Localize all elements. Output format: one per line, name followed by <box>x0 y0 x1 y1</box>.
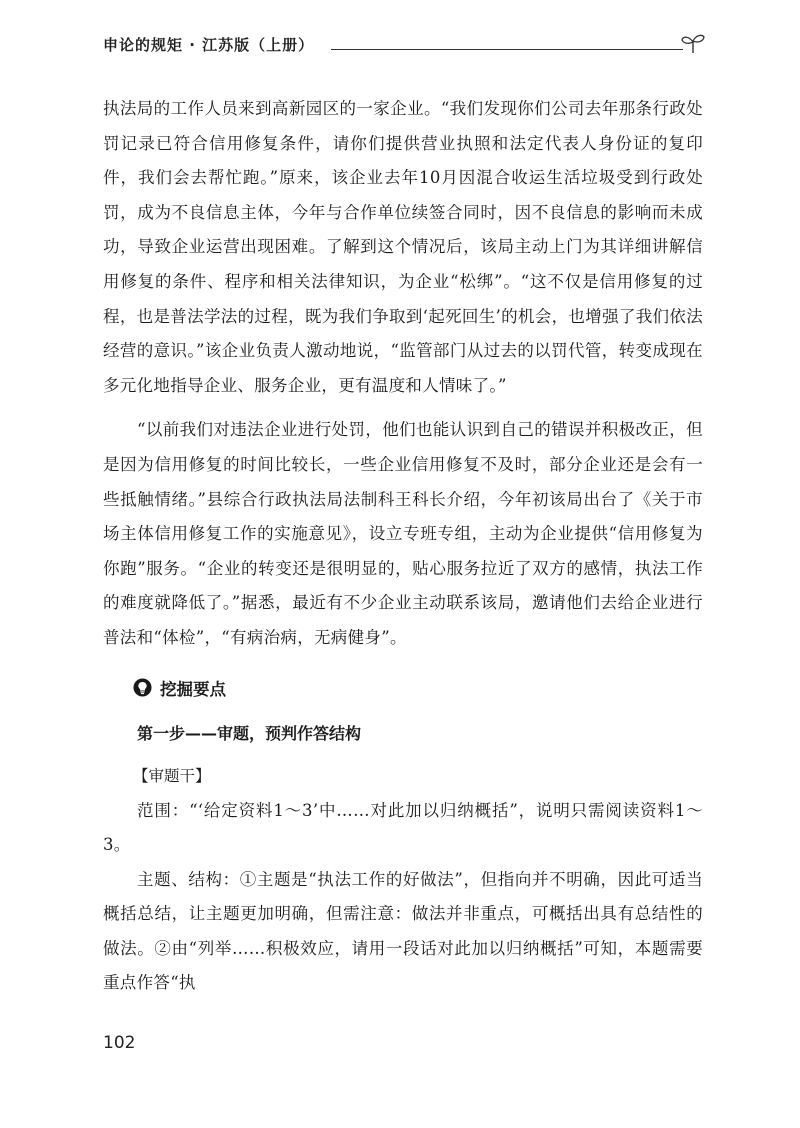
running-header <box>103 34 703 64</box>
running-header-title: 申论的规矩 · 江苏版（上册） <box>103 36 315 54</box>
analysis-theme: 主题、结构：①主题是“执法工作的好做法”，但指向并不明确，因此可适当概括总结，让主题更加明确，但需注意：做法并非重点，可概括出具有总结性的做法。②由“列举……积极效应，请用一段话对此加以归纳概括”可知，本题需要重点作答“执 <box>103 869 703 993</box>
step-heading: 第一步——审题，预判作答结构 <box>137 723 362 743</box>
page-number: 102 <box>103 1033 136 1053</box>
section-heading-text: 挖掘要点 <box>160 679 226 699</box>
header-rule <box>331 49 683 50</box>
bracket-heading: 【审题干】 <box>133 766 211 785</box>
body-paragraph: “以前我们对违法企业进行处罚，他们也能认识到自己的错误并积极改正，但是因为信用修复的时间比较长，一些企业信用修复不及时，部分企业还是会有一些抵触情绪。”县综合行政执法局法制科王科长介绍，今年初该局出台了《关于市场主体信用修复工作的实施意见》，设立专班专组，主动为企业提供“信用修复为你跑”服务。“企业的转变还是很明显的，贴心服务拉近了双方的感情，执法工作的难度就降低了。”据悉，最近有不少企业主动联系该局，邀请他们去给企业进行普法和“体检”，“有病治病，无病健身”。 <box>103 420 703 647</box>
page-content <box>103 92 703 1001</box>
section-heading <box>103 670 703 706</box>
body-paragraph: 执法局的工作人员来到高新园区的一家企业。“我们发现你们公司去年那条行政处罚记录已符合信用修复条件，请你们提供营业执照和法定代表人身份证的复印件，我们会去帮忙跑。”原来，该企业去年10月因混合收运生活垃圾受到行政处罚，成为不良信息主体，今年与合作单位续签合同时，因不良信息的影响而未成功，导致企业运营出现困难。了解到这个情况后，该局主动上门为其详细讲解信用修复的条件、程序和相关法律知识，为企业“松绑”。“这不仅是信用修复的过程，也是普法学法的过程，既为我们争取到‘起死回生’的机会，也增强了我们依法经营的意识。”该企业负责人激动地说，“监管部门从过去的以罚代管，转变成现在多元化地指导企业、服务企业，更有温度和人情味了。” <box>103 99 703 395</box>
sprout-icon <box>681 32 705 54</box>
analysis-scope: 范围：“‘给定资料1～3’中……对此加以归纳概括”，说明只需阅读资料1～3。 <box>103 800 703 855</box>
lightbulb-icon <box>133 678 152 697</box>
